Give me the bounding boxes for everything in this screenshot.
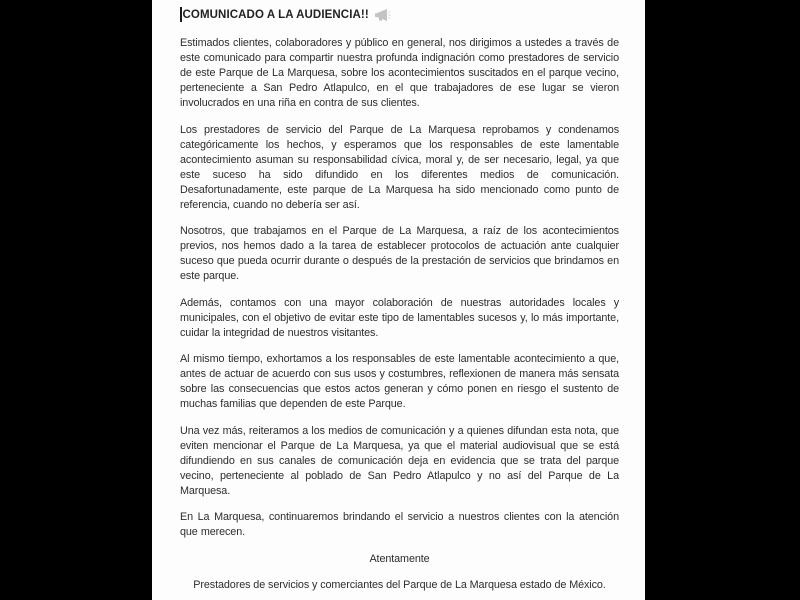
document-paragraph: Estimados clientes, colaboradores y público en general, nos dirigimos a ustedes a través de este comunicado para compartir nuestra profunda indignación como prestadores de servicio de este Parque de La Marquesa, sobre los acontecimientos suscitados en el parque vecino, perteneciente a San Pedro Atlapulco, en el que trabajadores de ese lugar se vieron involucrados en una riña en contra de sus clientes. bbox=[180, 37, 619, 109]
document-paragraph: Nosotros, que trabajamos en el Parque de La Marquesa, a raíz de los acontecimientos previos, nos hemos dado a la tarea de establecer protocolos de actuación ante cualquier suceso que pueda ocurrir durante o después de la prestación de servicios que brindamos en este parque. bbox=[180, 225, 619, 282]
letterbox-right bbox=[645, 0, 800, 600]
document-page bbox=[152, 0, 645, 600]
document-paragraph: Al mismo tiempo, exhortamos a los responsables de este lamentable acontecimiento a que, antes de actuar de acuerdo con sus usos y costumbres, reflexionen de manera más sensata sobre las consecuencias que estos actos generan y cómo ponen en riesgo el sustento de muchas familias que dependen de este Parque. bbox=[180, 353, 619, 410]
document-title-row bbox=[180, 6, 619, 23]
letterbox-left bbox=[0, 0, 152, 600]
closing-salutation: Atentamente bbox=[369, 552, 430, 565]
document-paragraph: Una vez más, reiteramos a los medios de comunicación y a quienes difundan esta nota, que eviten mencionar el Parque de La Marquesa, ya que el material audiovisual que se está difundiendo en sus canales de comunicación deja en evidencia que se trata del parque vecino, perteneciente al poblado de San Pedro Atlapulco y no así del Parque de La Marquesa. bbox=[180, 424, 619, 497]
document-paragraph: Los prestadores de servicio del Parque de La Marquesa reprobamos y condenamos categóricamente los hechos, y esperamos que los responsables de este lamentable acontecimiento asuman su responsabilidad cívica, moral y, de ser necesario, legal, ya que este suceso ha sido difundido en los diferentes medios de comunicación. Desafortunadamente, este parque de La Marquesa ha sido mencionado como punto de referencia, cuando no debería ser así. bbox=[180, 123, 619, 211]
signature-line: Prestadores de servicios y comerciantes del Parque de La Marquesa estado de México. bbox=[193, 579, 606, 591]
document-paragraph: En La Marquesa, continuaremos brindando el servicio a nuestros clientes con la atención que merecen. bbox=[180, 511, 619, 538]
text-cursor-icon bbox=[180, 7, 182, 22]
megaphone-icon bbox=[374, 8, 391, 22]
document-title: COMUNICADO A LA AUDIENCIA!! bbox=[182, 8, 369, 21]
document-paragraph: Además, contamos con una mayor colaboración de nuestras autoridades locales y municipales, con el objetivo de evitar este tipo de lamentables sucesos y, lo más importante, cuidar la integridad de nuestros visitantes. bbox=[180, 296, 619, 339]
